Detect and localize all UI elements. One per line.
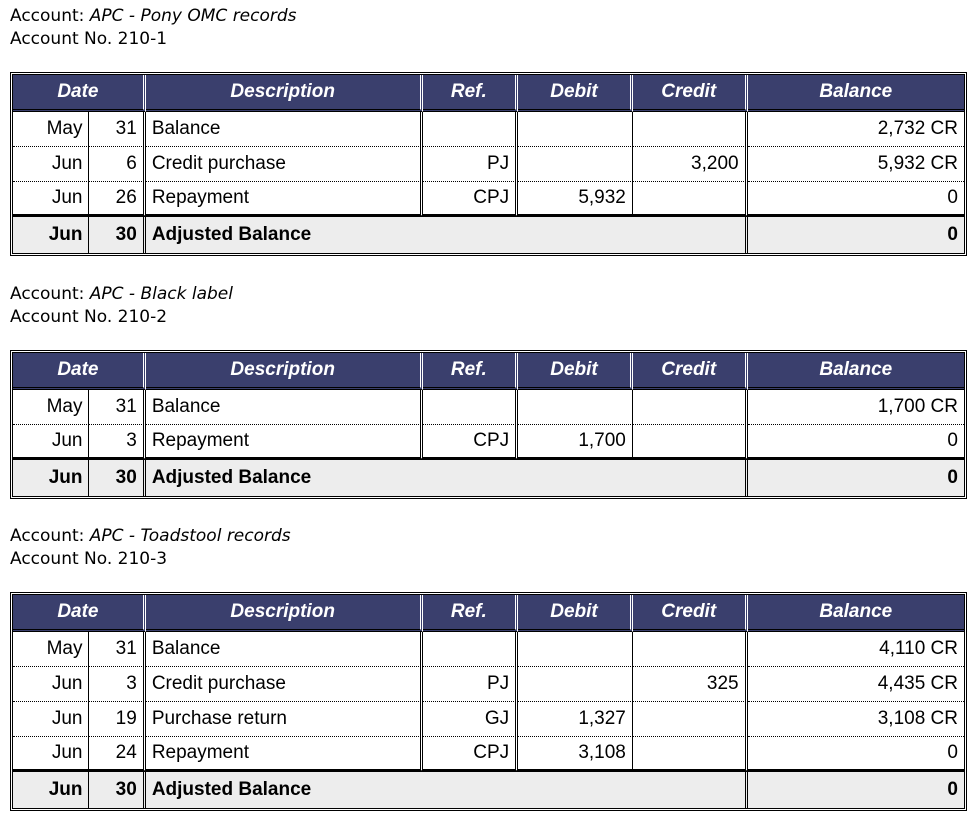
description-cell: Balance bbox=[146, 632, 423, 667]
account-label: Account: bbox=[10, 6, 90, 26]
column-header-debit: Debit bbox=[518, 75, 633, 112]
balance-cell: 0 bbox=[748, 182, 964, 217]
credit-cell bbox=[633, 182, 748, 217]
date-day-cell: 24 bbox=[89, 737, 145, 772]
column-header-balance: Balance bbox=[748, 75, 964, 112]
credit-cell bbox=[633, 112, 748, 147]
description-cell: Repayment bbox=[146, 425, 423, 460]
adjusted-balance-label: Adjusted Balance bbox=[146, 217, 748, 253]
account-heading bbox=[10, 5, 297, 51]
date-month-cell: Jun bbox=[13, 702, 89, 737]
table-row bbox=[13, 182, 964, 217]
ledger-table bbox=[10, 72, 967, 256]
debit-cell bbox=[518, 147, 633, 182]
ledger-table bbox=[10, 350, 967, 499]
column-header-date: Date bbox=[13, 595, 146, 632]
adjusted-balance-value: 0 bbox=[748, 460, 964, 496]
ref-cell: PJ bbox=[423, 147, 519, 182]
date-day-cell: 3 bbox=[89, 425, 145, 460]
date-month-cell: Jun bbox=[13, 147, 89, 182]
column-header-debit: Debit bbox=[518, 595, 633, 632]
description-cell: Balance bbox=[146, 112, 423, 147]
adjusted-balance-row bbox=[13, 772, 964, 808]
description-cell: Repayment bbox=[146, 182, 423, 217]
account-label: Account: bbox=[10, 284, 90, 304]
date-month-cell: Jun bbox=[13, 667, 89, 702]
table-row bbox=[13, 737, 964, 772]
balance-cell: 4,110 CR bbox=[748, 632, 964, 667]
table-row bbox=[13, 425, 964, 460]
account-name-line bbox=[10, 5, 297, 28]
description-cell: Credit purchase bbox=[146, 667, 423, 702]
credit-cell bbox=[633, 632, 748, 667]
table-row bbox=[13, 390, 964, 425]
column-header-description: Description bbox=[146, 75, 423, 112]
description-cell: Repayment bbox=[146, 737, 423, 772]
adjusted-balance-row bbox=[13, 217, 964, 253]
column-header-description: Description bbox=[146, 353, 423, 390]
description-cell: Purchase return bbox=[146, 702, 423, 737]
balance-cell: 1,700 CR bbox=[748, 390, 964, 425]
column-header-debit: Debit bbox=[518, 353, 633, 390]
debit-cell: 1,700 bbox=[518, 425, 633, 460]
date-day-cell: 31 bbox=[89, 632, 145, 667]
description-cell: Balance bbox=[146, 390, 423, 425]
account-name: APC - Toadstool records bbox=[89, 526, 291, 546]
balance-cell: 4,435 CR bbox=[748, 667, 964, 702]
account-number: Account No. 210-1 bbox=[10, 29, 168, 49]
column-header-ref: Ref. bbox=[423, 353, 519, 390]
debit-cell bbox=[518, 667, 633, 702]
adjusted-balance-row bbox=[13, 460, 964, 496]
debit-cell bbox=[518, 632, 633, 667]
date-day-cell: 3 bbox=[89, 667, 145, 702]
date-month-cell: Jun bbox=[13, 217, 89, 253]
date-month-cell: Jun bbox=[13, 737, 89, 772]
column-header-credit: Credit bbox=[633, 75, 748, 112]
ref-cell: CPJ bbox=[423, 182, 519, 217]
column-header-description: Description bbox=[146, 595, 423, 632]
balance-cell: 2,732 CR bbox=[748, 112, 964, 147]
ref-cell: CPJ bbox=[423, 737, 519, 772]
date-day-cell: 30 bbox=[89, 772, 145, 808]
column-header-balance: Balance bbox=[748, 595, 964, 632]
account-number: Account No. 210-2 bbox=[10, 307, 168, 327]
credit-cell bbox=[633, 425, 748, 460]
account-heading bbox=[10, 525, 291, 571]
table-row bbox=[13, 667, 964, 702]
ref-cell bbox=[423, 390, 519, 425]
debit-cell: 5,932 bbox=[518, 182, 633, 217]
column-header-credit: Credit bbox=[633, 353, 748, 390]
column-header-date: Date bbox=[13, 353, 146, 390]
adjusted-balance-value: 0 bbox=[748, 217, 964, 253]
column-header-date: Date bbox=[13, 75, 146, 112]
date-day-cell: 31 bbox=[89, 112, 145, 147]
date-day-cell: 31 bbox=[89, 390, 145, 425]
date-month-cell: Jun bbox=[13, 425, 89, 460]
ref-cell bbox=[423, 112, 519, 147]
account-name: APC - Black label bbox=[89, 284, 233, 304]
table-row bbox=[13, 147, 964, 182]
account-name: APC - Pony OMC records bbox=[89, 6, 297, 26]
date-day-cell: 30 bbox=[89, 460, 145, 496]
account-label: Account: bbox=[10, 526, 90, 546]
account-name-line bbox=[10, 283, 233, 306]
adjusted-balance-label: Adjusted Balance bbox=[146, 460, 748, 496]
date-day-cell: 26 bbox=[89, 182, 145, 217]
column-header-balance: Balance bbox=[748, 353, 964, 390]
credit-cell bbox=[633, 390, 748, 425]
adjusted-balance-value: 0 bbox=[748, 772, 964, 808]
balance-cell: 3,108 CR bbox=[748, 702, 964, 737]
credit-cell: 325 bbox=[633, 667, 748, 702]
date-day-cell: 19 bbox=[89, 702, 145, 737]
ref-cell: PJ bbox=[423, 667, 519, 702]
date-month-cell: Jun bbox=[13, 460, 89, 496]
ref-cell: GJ bbox=[423, 702, 519, 737]
ref-cell: CPJ bbox=[423, 425, 519, 460]
ref-cell bbox=[423, 632, 519, 667]
account-heading bbox=[10, 283, 233, 329]
adjusted-balance-label: Adjusted Balance bbox=[146, 772, 748, 808]
column-header-ref: Ref. bbox=[423, 75, 519, 112]
balance-cell: 0 bbox=[748, 737, 964, 772]
credit-cell bbox=[633, 702, 748, 737]
date-month-cell: Jun bbox=[13, 772, 89, 808]
credit-cell: 3,200 bbox=[633, 147, 748, 182]
column-header-credit: Credit bbox=[633, 595, 748, 632]
date-month-cell: May bbox=[13, 632, 89, 667]
table-row bbox=[13, 112, 964, 147]
date-month-cell: May bbox=[13, 112, 89, 147]
date-month-cell: May bbox=[13, 390, 89, 425]
description-cell: Credit purchase bbox=[146, 147, 423, 182]
date-day-cell: 6 bbox=[89, 147, 145, 182]
date-day-cell: 30 bbox=[89, 217, 145, 253]
balance-cell: 5,932 CR bbox=[748, 147, 964, 182]
account-number: Account No. 210-3 bbox=[10, 549, 168, 569]
balance-cell: 0 bbox=[748, 425, 964, 460]
table-row bbox=[13, 702, 964, 737]
ledger-table bbox=[10, 592, 967, 811]
credit-cell bbox=[633, 737, 748, 772]
account-name-line bbox=[10, 525, 291, 548]
date-month-cell: Jun bbox=[13, 182, 89, 217]
debit-cell: 1,327 bbox=[518, 702, 633, 737]
debit-cell bbox=[518, 112, 633, 147]
table-row bbox=[13, 632, 964, 667]
column-header-ref: Ref. bbox=[423, 595, 519, 632]
debit-cell bbox=[518, 390, 633, 425]
debit-cell: 3,108 bbox=[518, 737, 633, 772]
